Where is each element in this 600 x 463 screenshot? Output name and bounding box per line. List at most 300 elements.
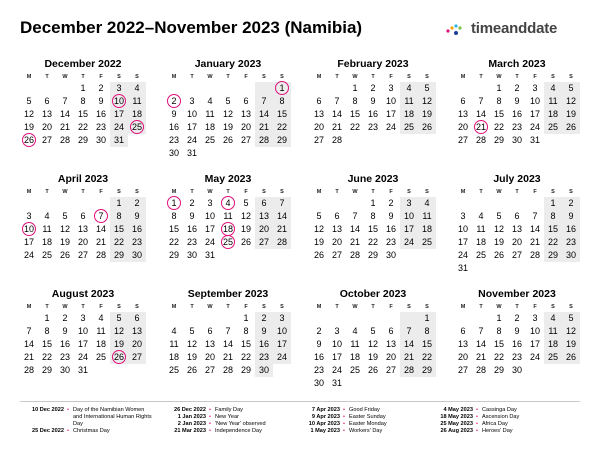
day-cell: 5: [316, 211, 322, 221]
day-cell: 11: [476, 224, 486, 234]
weekday-label: S: [262, 74, 266, 80]
holiday-day-cell: 1: [165, 197, 183, 210]
holiday-entry: [300, 414, 430, 421]
day-cell: 20: [77, 237, 88, 247]
holiday-date: 21 Mar 2023: [174, 428, 206, 434]
weekday-label: S: [407, 74, 411, 80]
day-cell: 4: [128, 82, 146, 95]
empty-cell: [490, 197, 508, 210]
day-cell: 15: [493, 339, 504, 349]
day-cell: 1: [110, 197, 128, 210]
day-cell: 8: [110, 210, 128, 223]
day-cell: 8: [352, 96, 358, 106]
holiday-entry: [433, 407, 580, 414]
day-cell: 1: [496, 83, 502, 93]
holiday-name: Heroes' Day: [482, 428, 513, 434]
day-cell: 4: [171, 326, 177, 336]
day-cell: 10: [400, 210, 418, 223]
holiday-entry: [24, 407, 164, 428]
day-cell: 18: [400, 108, 418, 121]
day-cell: 29: [240, 365, 251, 375]
empty-cell: [201, 82, 219, 95]
day-cell: 12: [240, 211, 251, 221]
holiday-name: 'New Year' observed: [215, 421, 266, 427]
day-cell: 22: [168, 237, 179, 247]
day-cell: 6: [514, 211, 520, 221]
weekday-label: S: [280, 304, 284, 310]
day-grid: [165, 197, 291, 262]
weekday-label: W: [496, 189, 502, 195]
weekday-label: T: [81, 304, 85, 310]
month-title: April 2023: [57, 173, 109, 185]
day-cell: 13: [240, 109, 251, 119]
bullet-icon: •: [67, 407, 69, 413]
day-cell: 14: [273, 210, 291, 223]
day-cell: 31: [77, 365, 88, 375]
day-cell: 27: [313, 135, 324, 145]
day-cell: 6: [460, 96, 466, 106]
day-cell: 22: [41, 352, 52, 362]
day-cell: 30: [385, 250, 396, 260]
day-cell: 30: [95, 135, 106, 145]
month-title: March 2023: [488, 58, 546, 70]
weekday-label: T: [371, 304, 375, 310]
day-cell: 2: [255, 312, 273, 325]
weekday-label: T: [515, 304, 519, 310]
day-cell: 14: [475, 109, 486, 119]
day-cell: 18: [418, 223, 436, 236]
weekday-label: W: [62, 74, 68, 80]
day-cell: 6: [460, 326, 466, 336]
empty-cell: [472, 197, 490, 210]
day-cell: 11: [42, 224, 52, 234]
day-cell: 21: [255, 121, 273, 134]
day-cell: 16: [385, 224, 396, 234]
weekday-label: S: [135, 189, 139, 195]
holiday-day-cell: 10: [110, 95, 128, 108]
weekday-label: S: [569, 304, 573, 310]
holiday-entry: [300, 407, 430, 414]
day-cell: 29: [367, 250, 378, 260]
day-cell: 9: [370, 96, 376, 106]
weekday-label: T: [515, 189, 519, 195]
day-grid: [454, 197, 580, 275]
weekday-label: T: [479, 74, 483, 80]
day-cell: 12: [562, 95, 580, 108]
day-cell: 16: [59, 339, 70, 349]
empty-cell: [346, 197, 364, 210]
day-cell: 18: [204, 122, 215, 132]
holiday-date: 10 Apr 2023: [308, 421, 340, 427]
day-cell: 27: [41, 135, 52, 145]
day-cell: 16: [168, 122, 179, 132]
day-cell: 5: [62, 211, 68, 221]
month-title: May 2023: [204, 173, 252, 185]
holiday-date: 25 May 2023: [440, 421, 473, 427]
day-cell: 1: [44, 313, 50, 323]
weekday-label: S: [425, 74, 429, 80]
day-cell: 14: [95, 224, 106, 234]
holiday-entry: [300, 428, 430, 435]
empty-cell: [454, 82, 472, 95]
weekday-label: S: [551, 189, 555, 195]
empty-cell: [346, 312, 364, 325]
day-cell: 24: [23, 250, 34, 260]
day-cell: 15: [418, 338, 436, 351]
holiday-day-cell: 1: [273, 82, 291, 95]
holiday-day-cell: 4: [219, 197, 237, 210]
day-cell: 13: [511, 224, 522, 234]
day-cell: 5: [562, 312, 580, 325]
day-cell: 16: [367, 109, 378, 119]
page-title: December 2022–November 2023 (Namibia): [20, 18, 363, 37]
holiday-name: New Year: [215, 414, 239, 420]
day-cell: 22: [367, 237, 378, 247]
day-cell: 15: [110, 223, 128, 236]
day-cell: 30: [511, 135, 522, 145]
day-cell: 2: [189, 198, 195, 208]
day-cell: 16: [128, 223, 146, 236]
weekday-header: [454, 72, 580, 82]
day-cell: 9: [128, 210, 146, 223]
holiday-date: 9 Apr 2023: [311, 414, 340, 420]
holiday-entry: [24, 428, 164, 435]
day-cell: 16: [511, 109, 522, 119]
weekday-header: [454, 187, 580, 197]
holiday-day-cell: 2: [165, 95, 183, 108]
day-grid: [310, 197, 436, 262]
month-title: June 2023: [347, 173, 399, 185]
weekday-label: T: [335, 189, 339, 195]
day-cell: 10: [77, 326, 88, 336]
day-cell: 26: [186, 365, 197, 375]
logo[interactable]: [445, 20, 557, 37]
day-cell: 5: [110, 312, 128, 325]
day-cell: 1: [370, 198, 376, 208]
day-cell: 28: [222, 365, 233, 375]
day-cell: 14: [222, 339, 233, 349]
weekday-header: [310, 187, 436, 197]
day-cell: 6: [334, 211, 340, 221]
day-cell: 15: [544, 223, 562, 236]
day-cell: 5: [418, 82, 436, 95]
day-cell: 8: [496, 326, 502, 336]
day-cell: 1: [496, 313, 502, 323]
bullet-icon: •: [343, 407, 345, 413]
weekday-header: [310, 72, 436, 82]
weekday-label: W: [207, 189, 213, 195]
weekday-label: T: [45, 74, 49, 80]
day-cell: 27: [240, 135, 251, 145]
day-grid: [165, 312, 291, 377]
day-cell: 8: [544, 210, 562, 223]
day-grid: [20, 197, 146, 262]
day-cell: 4: [44, 211, 50, 221]
day-cell: 22: [349, 122, 360, 132]
day-cell: 30: [128, 249, 146, 262]
weekday-label: M: [26, 189, 32, 195]
weekday-label: S: [117, 189, 121, 195]
day-cell: 5: [189, 326, 195, 336]
day-cell: 29: [41, 365, 52, 375]
day-cell: 31: [457, 263, 468, 273]
day-cell: 23: [168, 135, 179, 145]
day-cell: 18: [349, 352, 360, 362]
day-cell: 17: [457, 237, 468, 247]
weekday-label: S: [425, 189, 429, 195]
month-calendar: [165, 57, 291, 160]
weekday-label: M: [26, 304, 32, 310]
day-cell: 6: [207, 326, 213, 336]
month-title: December 2022: [44, 58, 122, 70]
day-cell: 26: [367, 365, 378, 375]
day-cell: 11: [400, 95, 418, 108]
weekday-label: W: [352, 304, 358, 310]
holiday-day-cell: 26: [110, 351, 128, 364]
day-cell: 27: [457, 365, 468, 375]
day-cell: 6: [388, 326, 394, 336]
weekday-label: S: [117, 304, 121, 310]
day-cell: 20: [457, 352, 468, 362]
month-calendar: [454, 172, 580, 275]
day-cell: 14: [23, 339, 34, 349]
weekday-label: S: [262, 304, 266, 310]
day-cell: 1: [80, 83, 86, 93]
holiday-column: [166, 407, 296, 435]
weekday-label: F: [99, 74, 103, 80]
day-cell: 9: [514, 326, 520, 336]
weekday-header: [454, 302, 580, 312]
day-cell: 20: [255, 223, 273, 236]
day-cell: 27: [457, 135, 468, 145]
day-cell: 21: [349, 237, 360, 247]
day-cell: 6: [316, 96, 322, 106]
day-cell: 21: [273, 223, 291, 236]
empty-cell: [165, 312, 183, 325]
day-cell: 13: [41, 109, 52, 119]
bullet-icon: •: [209, 407, 211, 413]
day-cell: 30: [511, 365, 522, 375]
day-cell: 26: [222, 135, 233, 145]
day-cell: 9: [514, 96, 520, 106]
day-cell: 18: [128, 108, 146, 121]
day-cell: 6: [128, 312, 146, 325]
weekday-label: F: [244, 74, 248, 80]
day-cell: 2: [98, 83, 104, 93]
day-cell: 19: [313, 237, 324, 247]
day-cell: 12: [222, 109, 233, 119]
day-cell: 21: [529, 237, 540, 247]
day-cell: 27: [511, 250, 522, 260]
day-cell: 22: [240, 352, 251, 362]
day-cell: 7: [334, 96, 340, 106]
holiday-entry: [166, 421, 296, 428]
weekday-label: T: [371, 74, 375, 80]
day-cell: 4: [544, 312, 562, 325]
day-cell: 23: [511, 122, 522, 132]
weekday-label: M: [460, 189, 466, 195]
day-cell: 3: [110, 82, 128, 95]
weekday-label: F: [389, 304, 393, 310]
day-cell: 5: [225, 96, 231, 106]
day-cell: 23: [511, 352, 522, 362]
weekday-label: S: [280, 74, 284, 80]
day-cell: 19: [493, 237, 504, 247]
day-cell: 13: [77, 224, 88, 234]
day-cell: 1: [544, 197, 562, 210]
day-cell: 17: [385, 109, 396, 119]
holiday-entry: [433, 428, 580, 435]
day-cell: 16: [313, 352, 324, 362]
holiday-day-cell: 18: [219, 223, 237, 236]
day-cell: 29: [110, 249, 128, 262]
day-cell: 7: [62, 96, 68, 106]
empty-cell: [310, 197, 328, 210]
day-cell: 31: [529, 135, 540, 145]
day-cell: 7: [273, 197, 291, 210]
day-cell: 12: [562, 325, 580, 338]
day-cell: 19: [110, 338, 128, 351]
day-cell: 7: [478, 96, 484, 106]
day-cell: 14: [59, 109, 70, 119]
logo-text: timeanddate: [471, 20, 558, 37]
day-cell: 4: [400, 82, 418, 95]
day-cell: 7: [478, 326, 484, 336]
holiday-date: 10 Dec 2022: [31, 407, 64, 413]
bullet-icon: •: [476, 428, 478, 434]
day-cell: 11: [169, 339, 179, 349]
day-cell: 18: [168, 352, 179, 362]
bullet-icon: •: [209, 428, 211, 434]
holiday-day-cell: 10: [20, 223, 38, 236]
weekday-label: T: [479, 304, 483, 310]
day-cell: 23: [186, 237, 197, 247]
day-cell: 27: [385, 365, 396, 375]
day-cell: 25: [95, 352, 106, 362]
day-cell: 17: [204, 224, 215, 234]
day-cell: 20: [204, 352, 215, 362]
day-cell: 29: [493, 365, 504, 375]
day-cell: 30: [168, 148, 179, 158]
day-cell: 13: [457, 339, 468, 349]
weekday-header: [310, 302, 436, 312]
bullet-icon: •: [476, 414, 478, 420]
weekday-label: S: [280, 189, 284, 195]
holiday-date: 1 May 2023: [310, 428, 340, 434]
day-cell: 24: [331, 365, 342, 375]
day-cell: 23: [385, 237, 396, 247]
day-cell: 15: [349, 109, 360, 119]
day-cell: 10: [331, 339, 342, 349]
day-cell: 3: [26, 211, 32, 221]
holiday-name: Easter Monday: [349, 421, 387, 427]
month-title: January 2023: [194, 58, 262, 70]
empty-cell: [38, 197, 56, 210]
day-cell: 25: [168, 365, 179, 375]
weekday-label: S: [551, 74, 555, 80]
day-cell: 27: [128, 351, 146, 364]
holiday-date: 18 May 2023: [440, 414, 473, 420]
weekday-label: T: [479, 189, 483, 195]
day-cell: 10: [186, 109, 197, 119]
month-title: February 2023: [337, 58, 409, 70]
day-cell: 24: [186, 135, 197, 145]
empty-cell: [219, 82, 237, 95]
day-cell: 16: [562, 223, 580, 236]
holiday-name: Easter Sunday: [349, 414, 386, 420]
holiday-day-cell: 25: [128, 121, 146, 134]
day-cell: 11: [418, 210, 436, 223]
holiday-name: Day of the Namibian Women and International Human Rights Day: [73, 407, 152, 427]
day-cell: 14: [400, 338, 418, 351]
weekday-label: T: [190, 304, 194, 310]
holiday-date: 26 Dec 2022: [173, 407, 206, 413]
empty-cell: [472, 82, 490, 95]
day-cell: 17: [529, 109, 540, 119]
day-cell: 24: [529, 352, 540, 362]
day-cell: 7: [225, 326, 231, 336]
weekday-label: W: [496, 304, 502, 310]
empty-cell: [310, 312, 328, 325]
holiday-name: Good Friday: [349, 407, 380, 413]
day-cell: 22: [273, 121, 291, 134]
weekday-label: W: [352, 74, 358, 80]
day-cell: 2: [370, 83, 376, 93]
month-title: July 2023: [493, 173, 541, 185]
empty-cell: [472, 312, 490, 325]
holiday-column: [300, 407, 430, 435]
empty-cell: [454, 197, 472, 210]
bullet-icon: •: [209, 414, 211, 420]
weekday-label: W: [207, 304, 213, 310]
day-cell: 4: [544, 82, 562, 95]
day-cell: 28: [255, 134, 273, 147]
day-cell: 22: [418, 351, 436, 364]
day-cell: 19: [240, 224, 251, 234]
weekday-label: T: [81, 74, 85, 80]
bullet-icon: •: [67, 428, 69, 434]
weekday-label: F: [244, 304, 248, 310]
day-cell: 23: [59, 352, 70, 362]
day-cell: 19: [186, 352, 197, 362]
weekday-label: F: [99, 304, 103, 310]
month-calendar: [310, 287, 436, 390]
empty-cell: [20, 197, 38, 210]
day-cell: 24: [273, 351, 291, 364]
day-cell: 28: [95, 250, 106, 260]
weekday-label: M: [460, 74, 466, 80]
weekday-label: T: [45, 189, 49, 195]
empty-cell: [237, 82, 255, 95]
day-cell: 12: [418, 95, 436, 108]
month-title: November 2023: [478, 288, 556, 300]
day-cell: 8: [418, 325, 436, 338]
holiday-entry: [166, 428, 296, 435]
day-cell: 3: [532, 83, 538, 93]
weekday-label: M: [171, 189, 177, 195]
day-cell: 6: [80, 211, 86, 221]
holiday-date: 25 Dec 2022: [31, 428, 64, 434]
day-cell: 20: [331, 237, 342, 247]
bullet-icon: •: [476, 421, 478, 427]
day-cell: 12: [493, 224, 504, 234]
day-cell: 12: [23, 109, 34, 119]
day-cell: 12: [59, 224, 70, 234]
weekday-label: W: [62, 189, 68, 195]
day-cell: 14: [255, 108, 273, 121]
weekday-label: W: [496, 74, 502, 80]
day-cell: 3: [334, 326, 340, 336]
